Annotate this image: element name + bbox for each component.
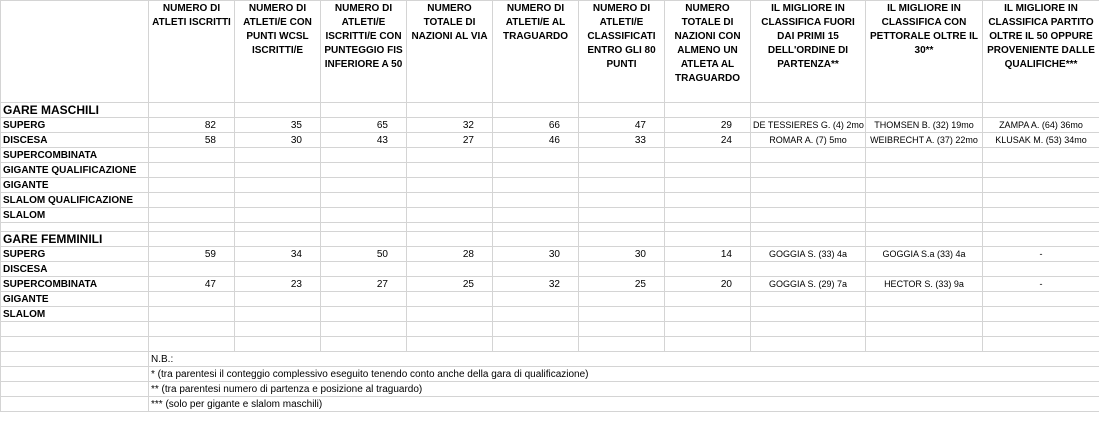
data-cell[interactable] [149, 163, 235, 178]
data-cell[interactable]: WEIBRECHT A. (37) 22mo [866, 133, 983, 148]
data-cell[interactable] [866, 148, 983, 163]
column-header[interactable]: NUMERO TOTALE DI NAZIONI CON ALMENO UN ATLETA AL TRAGUARDO [665, 1, 751, 103]
empty-cell[interactable] [579, 337, 665, 352]
section-title[interactable]: GARE MASCHILI [1, 103, 149, 118]
race-label[interactable]: SLALOM QUALIFICAZIONE [1, 193, 149, 208]
table-row [1, 163, 1099, 178]
header-row [1, 1, 1099, 103]
data-cell[interactable] [983, 193, 1099, 208]
empty-cell[interactable] [751, 232, 866, 247]
empty-cell[interactable] [866, 103, 983, 118]
data-cell[interactable] [149, 262, 235, 277]
data-cell[interactable] [149, 193, 235, 208]
data-cell[interactable] [321, 193, 407, 208]
data-cell[interactable] [321, 262, 407, 277]
data-cell[interactable] [407, 193, 493, 208]
data-cell[interactable] [866, 163, 983, 178]
data-cell[interactable] [493, 148, 579, 163]
table-row [1, 118, 1099, 133]
section-row [1, 103, 1099, 118]
data-cell[interactable]: 24 [665, 133, 751, 148]
data-cell[interactable]: GOGGIA S. (29) 7a [751, 277, 866, 292]
data-cell[interactable] [579, 208, 665, 223]
table-row [1, 262, 1099, 277]
empty-cell[interactable] [866, 223, 983, 232]
data-cell[interactable]: 14 [665, 247, 751, 262]
data-cell[interactable] [407, 178, 493, 193]
note-row [1, 352, 1099, 367]
empty-row [1, 322, 1099, 337]
note-text[interactable]: ** (tra parentesi numero di partenza e posizione al traguardo) [149, 382, 1099, 397]
table-row [1, 277, 1099, 292]
data-cell[interactable] [149, 148, 235, 163]
empty-cell[interactable] [579, 232, 665, 247]
data-cell[interactable]: 27 [407, 133, 493, 148]
table-row [1, 292, 1099, 307]
empty-cell[interactable] [235, 103, 321, 118]
data-cell[interactable] [665, 178, 751, 193]
empty-cell[interactable] [407, 223, 493, 232]
data-cell[interactable] [665, 163, 751, 178]
race-label[interactable]: SUPERG [1, 118, 149, 133]
race-label[interactable]: GIGANTE [1, 292, 149, 307]
data-cell[interactable]: 46 [493, 133, 579, 148]
data-cell[interactable]: 65 [321, 118, 407, 133]
data-cell[interactable] [665, 193, 751, 208]
data-cell[interactable] [493, 292, 579, 307]
empty-cell[interactable] [1, 382, 149, 397]
data-cell[interactable] [493, 193, 579, 208]
data-cell[interactable] [149, 208, 235, 223]
data-cell[interactable]: ZAMPA A. (64) 36mo [983, 118, 1099, 133]
data-cell[interactable]: GOGGIA S. (33) 4a [751, 247, 866, 262]
empty-cell[interactable] [1, 397, 149, 412]
empty-row [1, 223, 1099, 232]
empty-cell[interactable] [665, 232, 751, 247]
empty-cell[interactable] [579, 223, 665, 232]
data-cell[interactable] [149, 292, 235, 307]
empty-row [1, 337, 1099, 352]
data-cell[interactable] [866, 178, 983, 193]
section-title[interactable]: GARE FEMMINILI [1, 232, 149, 247]
data-cell[interactable] [407, 208, 493, 223]
data-cell[interactable]: 25 [407, 277, 493, 292]
data-cell[interactable] [866, 307, 983, 322]
empty-cell[interactable] [149, 337, 235, 352]
note-text[interactable]: * (tra parentesi il conteggio complessivo eseguito tenendo conto anche della gara di qualificazione) [149, 367, 1099, 382]
data-cell[interactable]: 47 [579, 118, 665, 133]
data-cell[interactable] [751, 193, 866, 208]
empty-cell[interactable] [321, 337, 407, 352]
data-cell[interactable] [983, 148, 1099, 163]
data-cell[interactable]: 50 [321, 247, 407, 262]
note-row [1, 382, 1099, 397]
table-row [1, 193, 1099, 208]
data-cell[interactable] [235, 307, 321, 322]
data-cell[interactable] [235, 178, 321, 193]
data-cell[interactable]: ROMAR A. (7) 5mo [751, 133, 866, 148]
column-header[interactable]: NUMERO DI ATLETI/E CLASSIFICATI ENTRO GLI 80 PUNTI [579, 1, 665, 103]
empty-cell[interactable] [235, 322, 321, 337]
race-label[interactable]: SLALOM [1, 208, 149, 223]
table-row [1, 208, 1099, 223]
empty-cell[interactable] [665, 223, 751, 232]
data-cell[interactable] [235, 208, 321, 223]
data-cell[interactable] [983, 262, 1099, 277]
data-cell[interactable] [407, 292, 493, 307]
column-header[interactable]: IL MIGLIORE IN CLASSIFICA FUORI DAI PRIMI 15 DELL'ORDINE DI PARTENZA** [751, 1, 866, 103]
data-cell[interactable] [866, 208, 983, 223]
data-cell[interactable]: THOMSEN B. (32) 19mo [866, 118, 983, 133]
data-cell[interactable]: 59 [149, 247, 235, 262]
data-cell[interactable] [321, 178, 407, 193]
data-cell[interactable] [493, 163, 579, 178]
data-cell[interactable]: 82 [149, 118, 235, 133]
data-cell[interactable]: 30 [235, 133, 321, 148]
empty-cell[interactable] [751, 223, 866, 232]
empty-cell[interactable] [751, 322, 866, 337]
data-cell[interactable] [866, 292, 983, 307]
empty-cell[interactable] [235, 223, 321, 232]
empty-cell[interactable] [235, 337, 321, 352]
data-cell[interactable] [751, 148, 866, 163]
data-cell[interactable] [751, 178, 866, 193]
note-text[interactable]: *** (solo per gigante e slalom maschili) [149, 397, 1099, 412]
empty-cell[interactable] [407, 103, 493, 118]
column-header[interactable]: IL MIGLIORE IN CLASSIFICA CON PETTORALE OLTRE IL 30** [866, 1, 983, 103]
data-cell[interactable] [866, 262, 983, 277]
table-row [1, 307, 1099, 322]
data-cell[interactable]: 33 [579, 133, 665, 148]
empty-cell[interactable] [493, 103, 579, 118]
data-cell[interactable]: 20 [665, 277, 751, 292]
data-cell[interactable] [665, 148, 751, 163]
data-cell[interactable] [149, 307, 235, 322]
data-cell[interactable] [579, 163, 665, 178]
empty-cell[interactable] [493, 223, 579, 232]
empty-cell[interactable] [1, 337, 149, 352]
section-row [1, 232, 1099, 247]
data-cell[interactable] [983, 292, 1099, 307]
empty-cell[interactable] [866, 322, 983, 337]
data-cell[interactable] [579, 262, 665, 277]
data-cell[interactable] [983, 208, 1099, 223]
empty-cell[interactable] [407, 232, 493, 247]
data-cell[interactable] [665, 262, 751, 277]
data-cell[interactable] [407, 163, 493, 178]
empty-cell[interactable] [321, 232, 407, 247]
data-cell[interactable] [235, 262, 321, 277]
data-cell[interactable] [866, 193, 983, 208]
race-label[interactable]: DISCESA [1, 262, 149, 277]
empty-cell[interactable] [321, 223, 407, 232]
data-cell[interactable] [751, 262, 866, 277]
data-cell[interactable] [235, 193, 321, 208]
data-cell[interactable] [493, 307, 579, 322]
data-cell[interactable]: GOGGIA S.a (33) 4a [866, 247, 983, 262]
empty-cell[interactable] [493, 337, 579, 352]
data-cell[interactable] [665, 307, 751, 322]
data-cell[interactable]: DE TESSIERES G. (4) 2mo [751, 118, 866, 133]
data-cell[interactable] [235, 148, 321, 163]
data-cell[interactable] [579, 307, 665, 322]
column-header[interactable]: NUMERO TOTALE DI NAZIONI AL VIA [407, 1, 493, 103]
data-cell[interactable]: 32 [407, 118, 493, 133]
data-cell[interactable] [579, 178, 665, 193]
data-cell[interactable] [235, 292, 321, 307]
data-cell[interactable] [321, 307, 407, 322]
data-cell[interactable] [665, 292, 751, 307]
note-row [1, 367, 1099, 382]
empty-cell[interactable] [579, 103, 665, 118]
data-cell[interactable]: 47 [149, 277, 235, 292]
column-header[interactable]: IL MIGLIORE IN CLASSIFICA PARTITO OLTRE IL 50 OPPURE PROVENIENTE DALLE QUALIFICHE*** [983, 1, 1099, 103]
empty-cell[interactable] [751, 103, 866, 118]
data-cell[interactable] [407, 307, 493, 322]
column-header[interactable]: NUMERO DI ATLETI ISCRITTI [149, 1, 235, 103]
data-cell[interactable] [407, 262, 493, 277]
data-cell[interactable]: 25 [579, 277, 665, 292]
empty-cell[interactable] [983, 337, 1099, 352]
data-cell[interactable] [751, 307, 866, 322]
data-cell[interactable] [751, 292, 866, 307]
data-cell[interactable] [493, 178, 579, 193]
empty-cell[interactable] [407, 322, 493, 337]
data-cell[interactable] [983, 178, 1099, 193]
column-header[interactable]: NUMERO DI ATLETI/E CON PUNTI WCSL ISCRITTI/E [235, 1, 321, 103]
empty-cell[interactable] [1, 322, 149, 337]
table-row [1, 178, 1099, 193]
data-cell[interactable]: 27 [321, 277, 407, 292]
data-cell[interactable]: 23 [235, 277, 321, 292]
data-cell[interactable] [407, 148, 493, 163]
empty-cell[interactable] [493, 232, 579, 247]
empty-cell[interactable] [149, 103, 235, 118]
data-cell[interactable]: 35 [235, 118, 321, 133]
empty-cell[interactable] [983, 322, 1099, 337]
empty-cell[interactable] [407, 337, 493, 352]
empty-cell[interactable] [493, 322, 579, 337]
data-cell[interactable] [751, 163, 866, 178]
data-cell[interactable] [751, 208, 866, 223]
data-cell[interactable]: 30 [579, 247, 665, 262]
empty-cell[interactable] [235, 232, 321, 247]
race-label[interactable]: GIGANTE QUALIFICAZIONE [1, 163, 149, 178]
column-header[interactable]: NUMERO DI ATLETI/E AL TRAGUARDO [493, 1, 579, 103]
data-cell[interactable]: 58 [149, 133, 235, 148]
data-cell[interactable]: 30 [493, 247, 579, 262]
note-row [1, 397, 1099, 412]
data-cell[interactable] [579, 292, 665, 307]
data-cell[interactable]: 34 [235, 247, 321, 262]
data-cell[interactable]: - [983, 277, 1099, 292]
data-cell[interactable] [321, 208, 407, 223]
race-label[interactable]: SUPERCOMBINATA [1, 148, 149, 163]
table-row [1, 148, 1099, 163]
empty-cell[interactable] [751, 337, 866, 352]
empty-cell[interactable] [579, 322, 665, 337]
data-cell[interactable]: 43 [321, 133, 407, 148]
table-row [1, 133, 1099, 148]
data-cell[interactable]: 66 [493, 118, 579, 133]
empty-cell[interactable] [665, 103, 751, 118]
data-cell[interactable]: 28 [407, 247, 493, 262]
empty-cell[interactable] [149, 223, 235, 232]
empty-cell[interactable] [665, 337, 751, 352]
empty-cell[interactable] [321, 322, 407, 337]
empty-cell[interactable] [983, 223, 1099, 232]
empty-cell[interactable] [665, 322, 751, 337]
data-cell[interactable]: KLUSAK M. (53) 34mo [983, 133, 1099, 148]
empty-cell[interactable] [1, 223, 149, 232]
race-label[interactable]: GIGANTE [1, 178, 149, 193]
empty-cell[interactable] [866, 337, 983, 352]
empty-cell[interactable] [983, 232, 1099, 247]
race-label[interactable]: SUPERCOMBINATA [1, 277, 149, 292]
empty-cell[interactable] [1, 367, 149, 382]
data-cell[interactable] [149, 178, 235, 193]
data-cell[interactable] [493, 208, 579, 223]
empty-cell[interactable] [983, 103, 1099, 118]
data-cell[interactable] [983, 307, 1099, 322]
empty-cell[interactable] [1, 352, 149, 367]
note-text[interactable]: N.B.: [149, 352, 1099, 367]
data-cell[interactable] [235, 163, 321, 178]
data-cell[interactable] [321, 163, 407, 178]
empty-cell[interactable] [866, 232, 983, 247]
data-cell[interactable] [493, 262, 579, 277]
race-label[interactable]: SUPERG [1, 247, 149, 262]
data-cell[interactable] [983, 163, 1099, 178]
data-cell[interactable]: 32 [493, 277, 579, 292]
data-cell[interactable] [665, 208, 751, 223]
data-cell[interactable] [579, 148, 665, 163]
data-cell[interactable] [579, 193, 665, 208]
data-cell[interactable]: - [983, 247, 1099, 262]
data-cell[interactable] [321, 148, 407, 163]
data-cell[interactable]: HECTOR S. (33) 9a [866, 277, 983, 292]
data-cell[interactable]: 29 [665, 118, 751, 133]
column-header[interactable] [1, 1, 149, 103]
race-label[interactable]: SLALOM [1, 307, 149, 322]
race-label[interactable]: DISCESA [1, 133, 149, 148]
table-row [1, 247, 1099, 262]
empty-cell[interactable] [149, 322, 235, 337]
empty-cell[interactable] [321, 103, 407, 118]
data-cell[interactable] [321, 292, 407, 307]
column-header[interactable]: NUMERO DI ATLETI/E ISCRITTI/E CON PUNTEGGIO FIS INFERIORE A 50 [321, 1, 407, 103]
empty-cell[interactable] [149, 232, 235, 247]
